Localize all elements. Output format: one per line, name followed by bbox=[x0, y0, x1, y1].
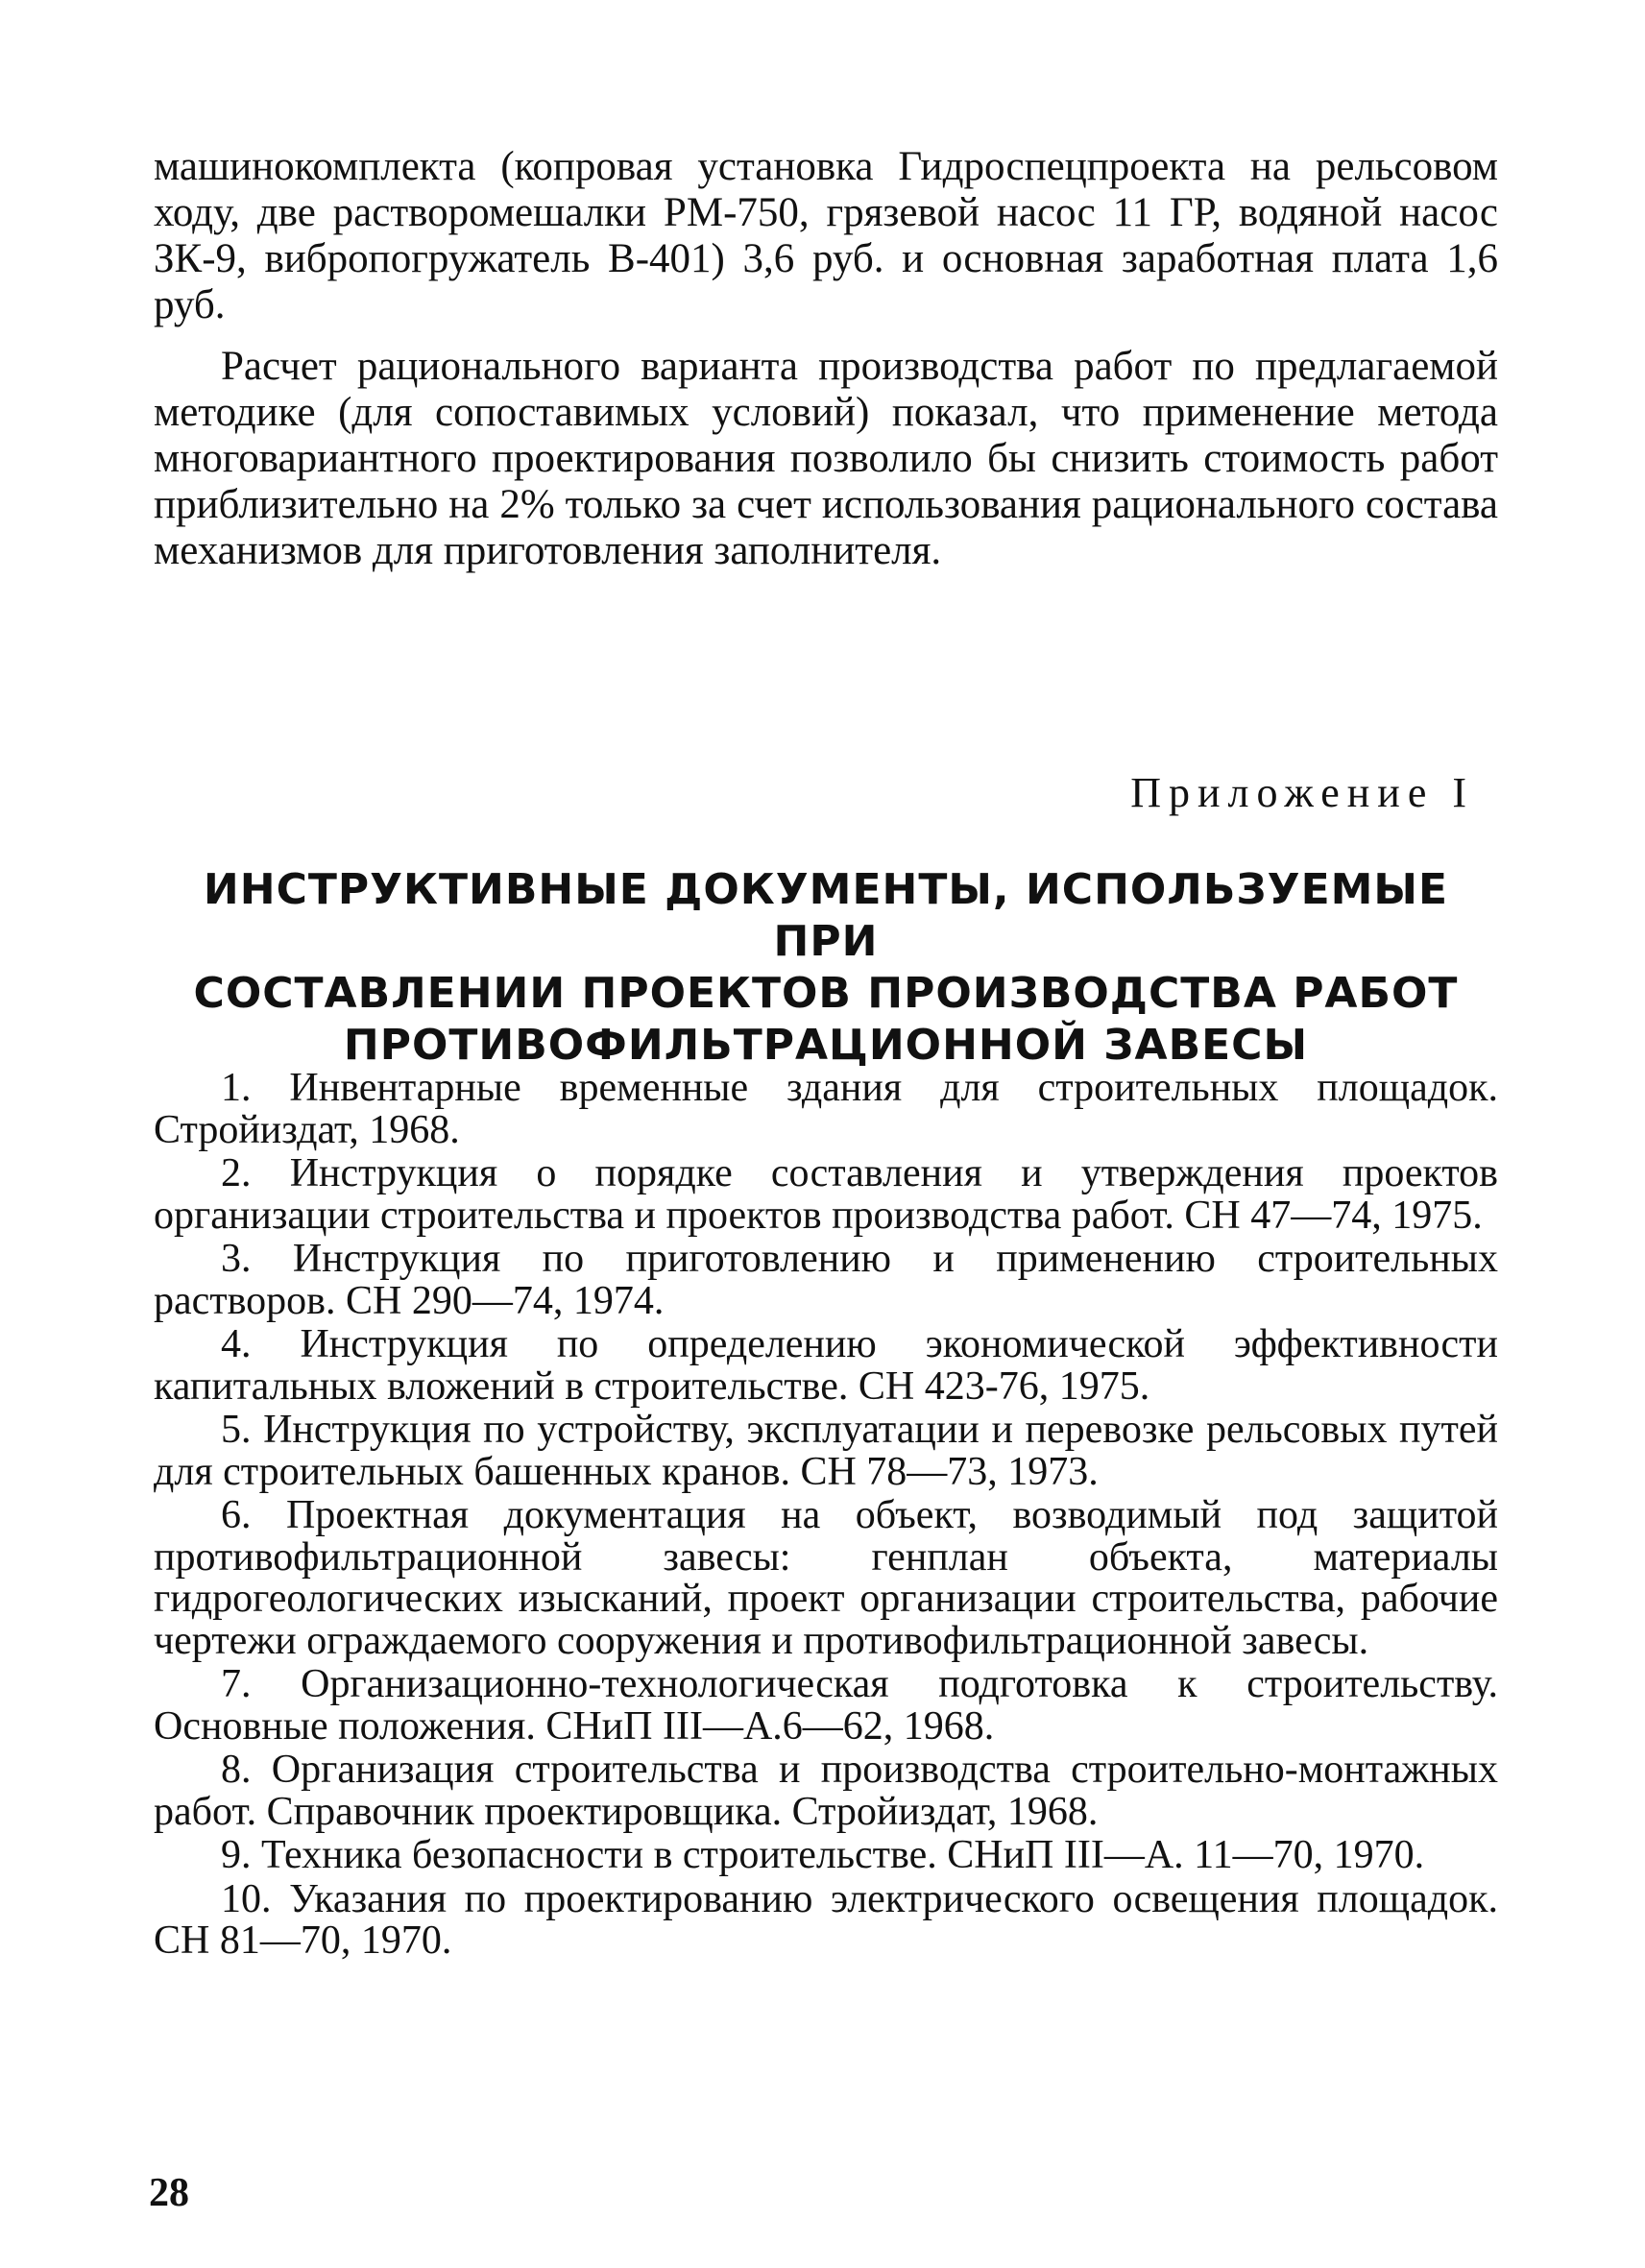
section-heading bbox=[154, 864, 1498, 1072]
reference-item: 10. Указания по проектированию электрического освещения площадок. СН 81—70, 1970. bbox=[154, 1876, 1498, 1963]
heading-line: СОСТАВЛЕНИИ ПРОЕКТОВ ПРОИЗВОДСТВА РАБОТ bbox=[193, 969, 1459, 1018]
reference-item: 1. Инвентарные временные здания для строительных площадок. Стройиздат, 1968. bbox=[154, 1066, 1498, 1152]
heading-line: ПРОТИВОФИЛЬТРАЦИОННОЙ ЗАВЕСЫ bbox=[343, 1021, 1309, 1070]
reference-item: 3. Инструкция по приготовлению и применению строительных растворов. СН 290—74, 1974. bbox=[154, 1237, 1498, 1323]
reference-item: 6. Проектная документация на объект, возводимый под защитой противофильтрационной завесы: генплан объекта, материалы гидрогеологических изысканий, проект организации строительства, рабочие чертежи ограждаемого сооружения и противофильтрационной завесы. bbox=[154, 1493, 1498, 1663]
heading-line: ИНСТРУКТИВНЫЕ ДОКУМЕНТЫ, ИСПОЛЬЗУЕМЫЕ ПРИ bbox=[203, 865, 1449, 966]
reference-list bbox=[154, 1068, 1498, 1965]
reference-item: 7. Организационно-технологическая подготовка к строительству. Основные положения. СНиП III—А.6—62, 1968. bbox=[154, 1662, 1498, 1749]
reference-item: 9. Техника безопасности в строительстве. СНиП III—А. 11—70, 1970. bbox=[221, 1833, 1425, 1877]
reference-item: 8. Организация строительства и производства строительно-монтажных работ. Справочник проектировщика. Стройиздат, 1968. bbox=[154, 1748, 1498, 1834]
appendix-label: Приложение I bbox=[1130, 769, 1474, 816]
intro-text bbox=[154, 144, 1498, 590]
intro-paragraph: машинокомплекта (копровая установка Гидроспецпроекта на рельсовом ходу, две растворомешалки РМ-750, грязевой насос 11 ГР, водяной насос ЗК-9, вибропогружатель В-401) 3,6 руб. и основная заработная плата 1,6 руб. bbox=[154, 144, 1498, 327]
reference-item: 5. Инструкция по устройству, эксплуатации и перевозке рельсовых путей для строительных башенных кранов. СН 78—73, 1973. bbox=[154, 1408, 1498, 1494]
reference-item: 2. Инструкция о порядке составления и утверждения проектов организации строительства и проектов производства работ. СН 47—74, 1975. bbox=[154, 1151, 1498, 1238]
reference-item: 4. Инструкция по определению экономической эффективности капитальных вложений в строительстве. СН 423-76, 1975. bbox=[154, 1322, 1498, 1409]
intro-paragraph: Расчет рационального варианта производства работ по предлагаемой методике (для сопоставимых условий) показал, что применение метода многовариантного проектирования позволило бы снизить стоимость работ приблизительно на 2% только за счет использования рационального состава механизмов для приготовления заполнителя. bbox=[154, 344, 1498, 573]
page-number: 28 bbox=[149, 2171, 189, 2215]
